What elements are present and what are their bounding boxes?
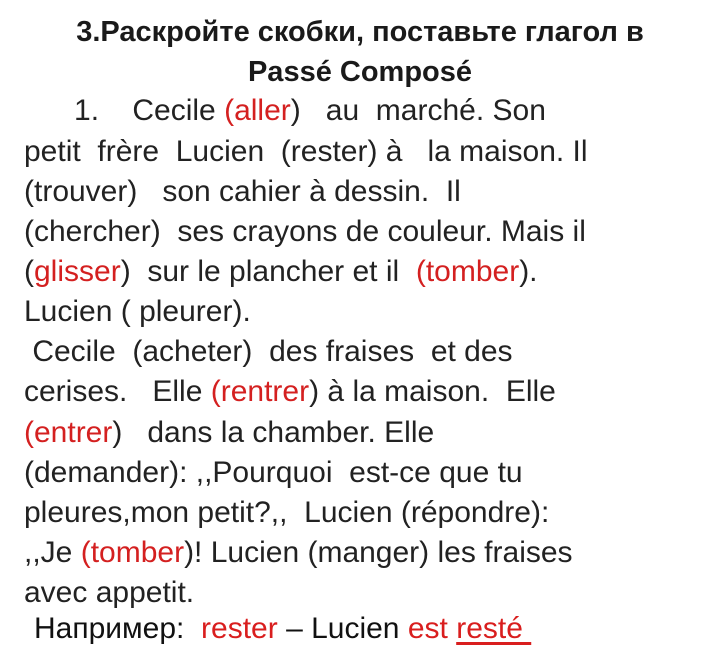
text-segment: ) dans la chamber. Elle bbox=[112, 416, 435, 449]
example-subject: – Lucien bbox=[277, 612, 408, 645]
text-line-8 bbox=[24, 372, 556, 412]
example-verb: rester bbox=[201, 612, 278, 645]
highlighted-verb: (tomber bbox=[415, 255, 520, 288]
text-line-10: (demander): ,,Pourquoi est-ce que tu bbox=[24, 456, 523, 489]
highlighted-verb: (rentrer bbox=[210, 375, 310, 408]
text-segment: ). bbox=[519, 255, 538, 288]
highlighted-verb: (aller bbox=[224, 94, 291, 127]
text-segment: 1. Cecile bbox=[24, 94, 225, 127]
text-line-1 bbox=[24, 91, 546, 131]
text-line-5 bbox=[24, 252, 538, 292]
text-line-12 bbox=[24, 533, 573, 573]
example-auxiliary: est bbox=[407, 612, 448, 645]
highlighted-verb: (entrer bbox=[24, 416, 113, 449]
text-segment: ,,Je bbox=[24, 536, 81, 569]
example-participle: resté bbox=[456, 612, 532, 645]
exercise-heading-line-1: 3.Раскройте скобки, поставьте глагол в bbox=[76, 16, 644, 48]
text-segment: ) à la maison. Elle bbox=[309, 375, 556, 408]
example-line bbox=[34, 609, 531, 649]
text-line-4: (chercher) ses crayons de couleur. Mais il bbox=[24, 215, 586, 248]
text-line-6: Lucien ( pleurer). bbox=[24, 295, 251, 328]
text-line-13: avec appetit. bbox=[24, 576, 195, 609]
example-label: Например: bbox=[34, 612, 202, 645]
text-line-9 bbox=[24, 413, 434, 453]
text-segment: )! Lucien (manger) les fraises bbox=[184, 536, 573, 569]
highlighted-verb: glisser bbox=[34, 255, 121, 288]
text-line-2: petit frère Lucien (rester) à la maison. Il bbox=[24, 135, 588, 168]
text-line-3: (trouver) son cahier à dessin. Il bbox=[24, 175, 461, 208]
highlighted-verb: (tomber bbox=[80, 536, 185, 569]
text-segment: ) sur le plancher et il bbox=[120, 255, 416, 288]
text-segment: cerises. Elle bbox=[24, 375, 211, 408]
text-line-11: pleures,mon petit?,, Lucien (répondre): bbox=[24, 496, 550, 529]
exercise-heading-line-2: Passé Composé bbox=[247, 56, 473, 88]
example-space bbox=[448, 612, 456, 645]
text-segment: ) au marché. Son bbox=[290, 94, 546, 127]
text-line-7: Cecile (acheter) des fraises et des bbox=[24, 335, 513, 368]
text-segment: ( bbox=[24, 255, 34, 288]
